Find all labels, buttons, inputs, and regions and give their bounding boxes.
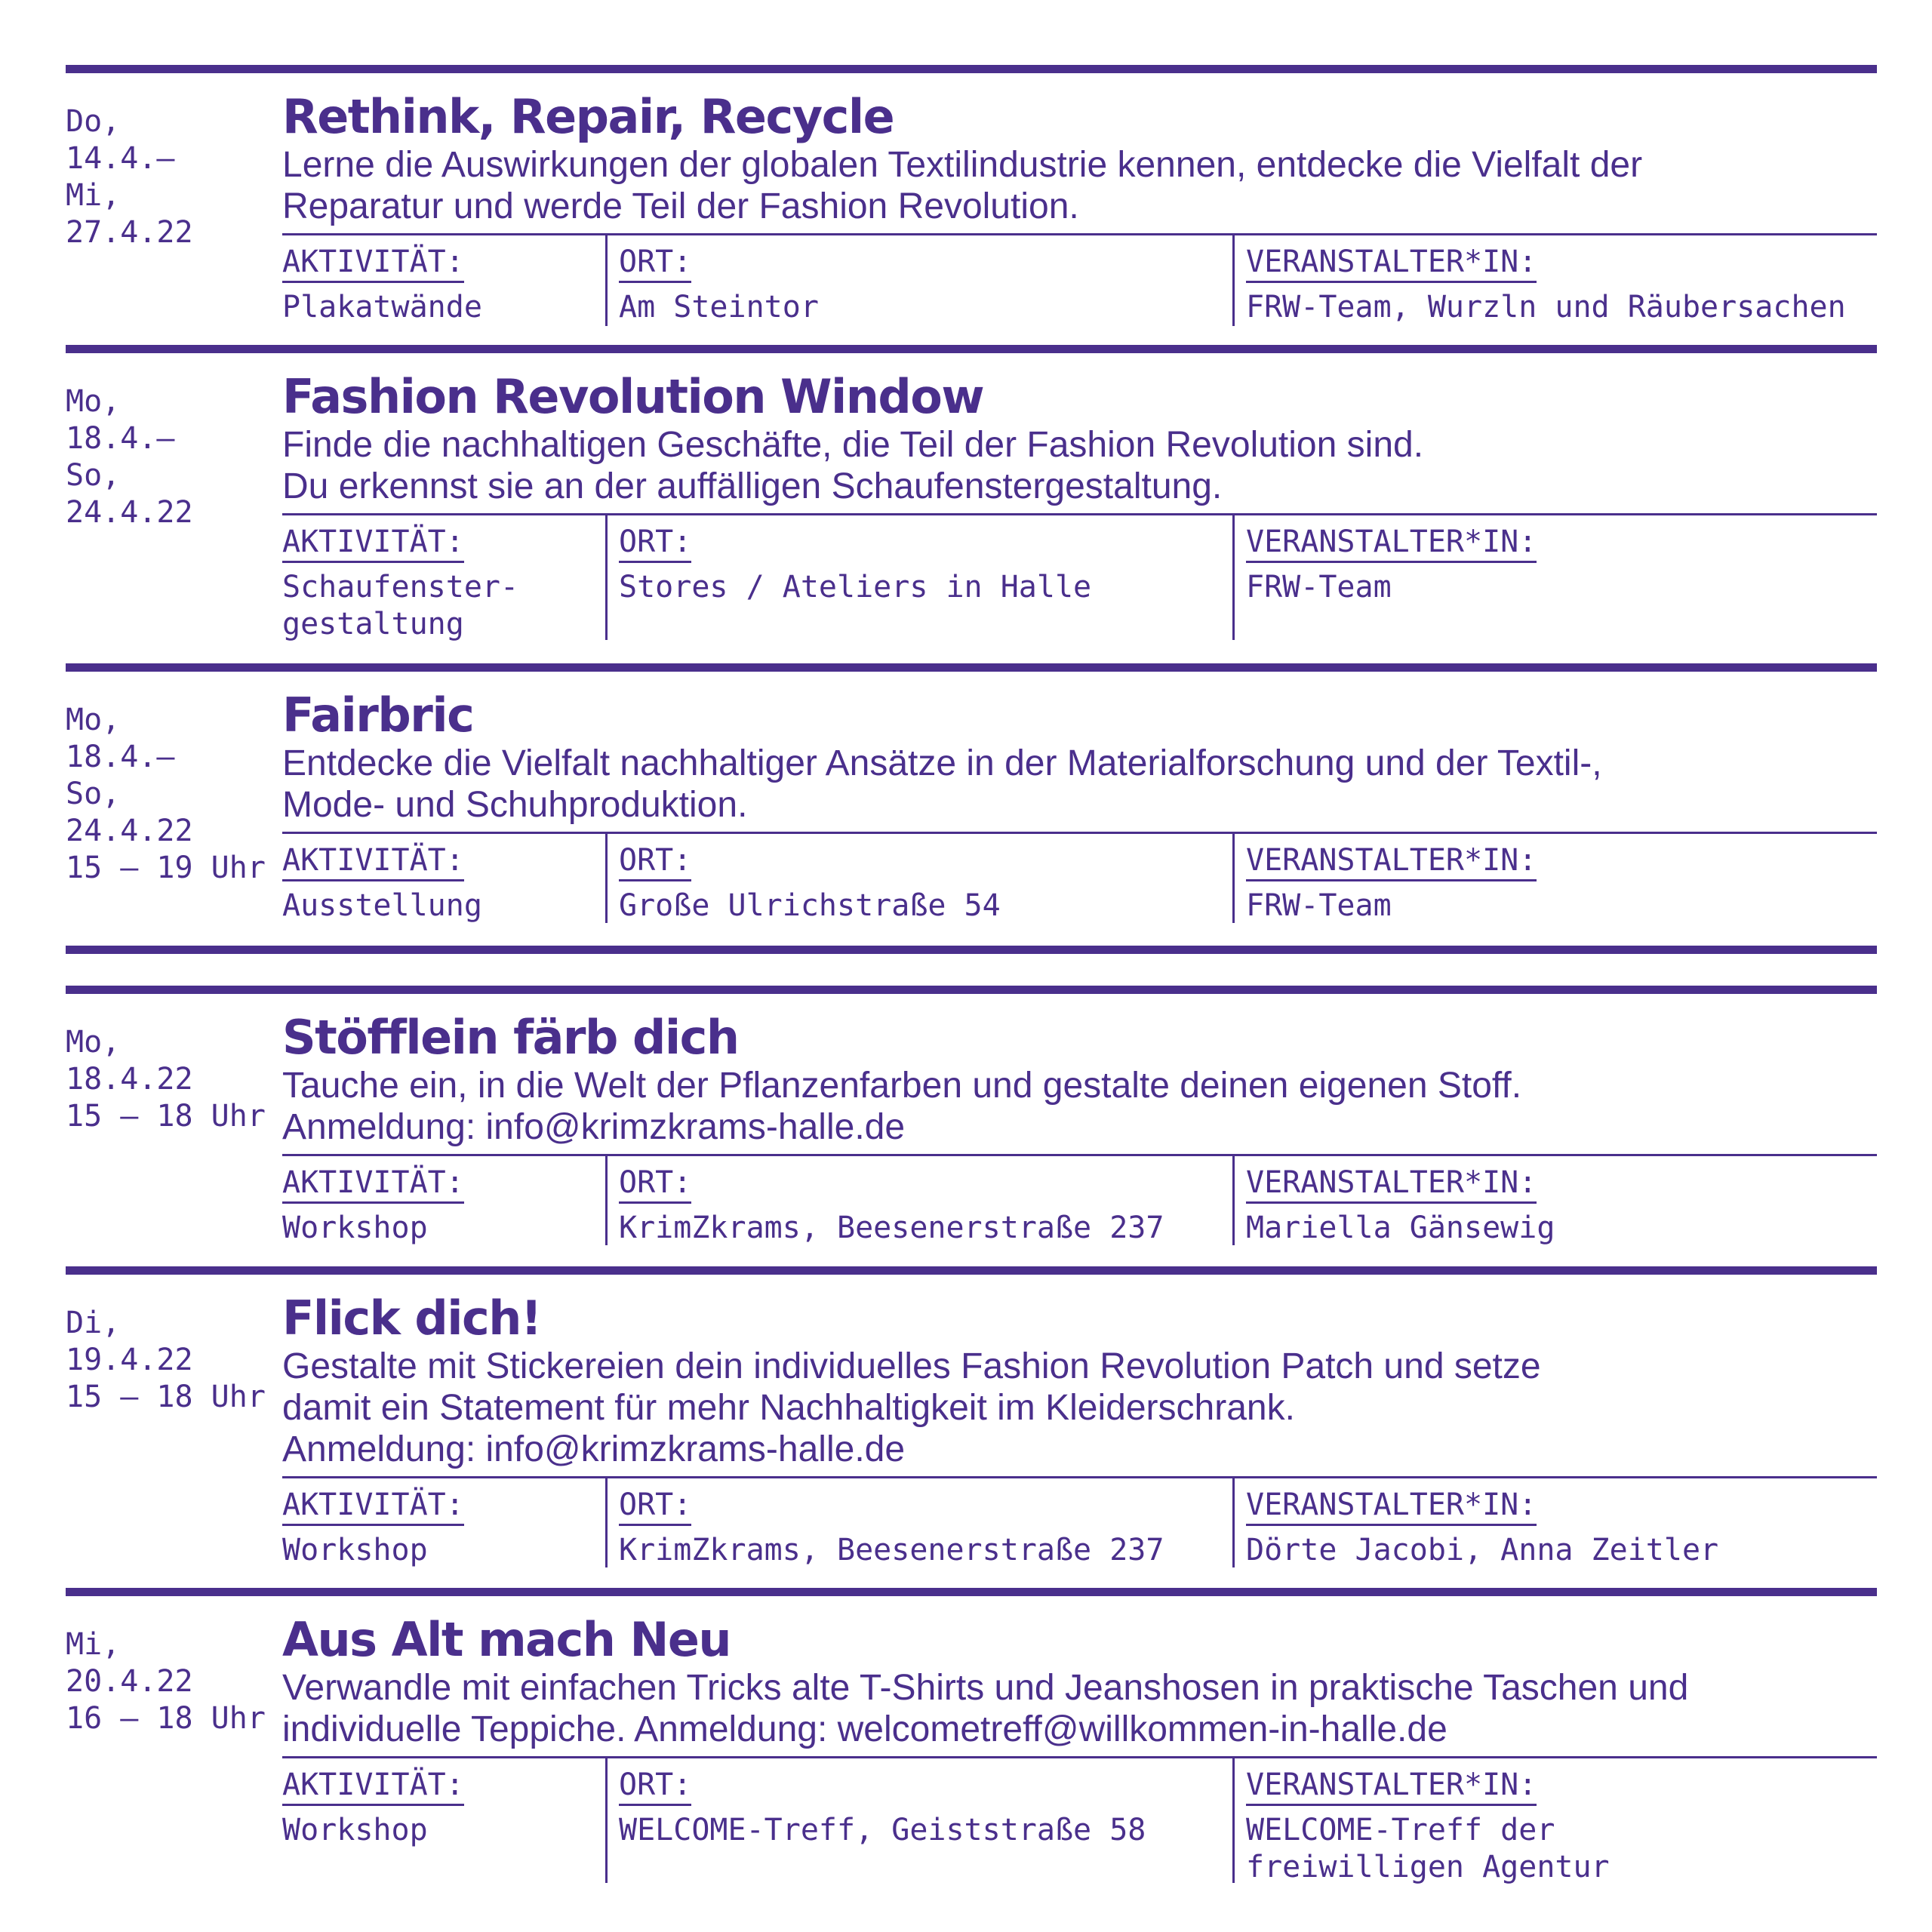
organizer-value: FRW-Team, Wurzln und Räubersachen	[1246, 290, 1846, 325]
event-description: Entdecke die Vielfalt nachhaltiger Ansätze in der Materialforschung und der Textil-, Mode- und Schuhproduktion.	[282, 743, 1602, 825]
activity-value: Schaufenster- gestaltung	[282, 570, 519, 641]
organizer-label: VERANSTALTER*IN:	[1246, 245, 1537, 283]
event-description: Verwandle mit einfachen Tricks alte T-Shirts und Jeanshosen in praktische Taschen und individuelle Teppiche. Anmeldung: welcometreff@willkommen-in-halle.de	[282, 1668, 1689, 1749]
activity-value: Workshop	[282, 1211, 428, 1245]
activity-column	[282, 235, 607, 326]
organizer-value: FRW-Team	[1246, 570, 1392, 605]
event-description: Gestalte mit Stickereien dein individuelles Fashion Revolution Patch und setze damit ein Statement für mehr Nachhaltigkeit im Kleiderschrank. Anmeldung: info@krimzkrams-halle.de	[282, 1346, 1541, 1469]
event-meta	[282, 513, 1877, 640]
divider-rule	[66, 1588, 1877, 1596]
organizer-label: VERANSTALTER*IN:	[1246, 1487, 1537, 1526]
event-title: Stöfflein färb dich	[282, 1010, 739, 1065]
event-title: Aus Alt mach Neu	[282, 1612, 731, 1667]
location-value: KrimZkrams, Beesenerstraße 237	[619, 1211, 1164, 1245]
organizer-value: FRW-Team	[1246, 888, 1392, 923]
location-value: KrimZkrams, Beesenerstraße 237	[619, 1533, 1164, 1567]
event-date: Mo, 18.4.22 15 – 18 Uhr	[66, 1025, 266, 1134]
organizer-value: Mariella Gänsewig	[1246, 1211, 1555, 1245]
location-value: WELCOME-Treff, Geiststraße 58	[619, 1813, 1146, 1847]
activity-value: Plakatwände	[282, 290, 482, 325]
event-description: Lerne die Auswirkungen der globalen Textilindustrie kennen, entdecke die Vielfalt der Reparatur und werde Teil der Fashion Revolution.	[282, 145, 1643, 226]
event-content	[282, 73, 1877, 326]
event-title: Fashion Revolution Window	[282, 369, 984, 424]
organizer-value: Dörte Jacobi, Anna Zeitler	[1246, 1533, 1719, 1567]
event-title: Flick dich!	[282, 1291, 541, 1346]
location-column	[605, 1156, 1245, 1245]
divider-rule	[66, 663, 1877, 672]
activity-column	[282, 1758, 607, 1883]
divider-rule	[66, 65, 1877, 73]
event-title: Rethink, Repair, Recycle	[282, 89, 894, 144]
location-label: ORT:	[619, 1165, 691, 1204]
activity-label: AKTIVITÄT:	[282, 1165, 464, 1204]
location-label: ORT:	[619, 525, 691, 563]
event-content	[282, 1596, 1877, 1883]
organizer-column	[1232, 515, 1890, 640]
location-label: ORT:	[619, 1767, 691, 1806]
event-date: Mo, 18.4.– So, 24.4.22 15 – 19 Uhr	[66, 703, 266, 885]
activity-label: AKTIVITÄT:	[282, 1767, 464, 1806]
organizer-label: VERANSTALTER*IN:	[1246, 1165, 1537, 1204]
location-label: ORT:	[619, 843, 691, 881]
event-content	[282, 672, 1877, 923]
activity-value: Workshop	[282, 1533, 428, 1567]
activity-column	[282, 1478, 607, 1567]
location-column	[605, 1478, 1245, 1567]
event-date: Di, 19.4.22 15 – 18 Uhr	[66, 1306, 266, 1414]
divider-rule	[66, 345, 1877, 353]
location-column	[605, 235, 1245, 326]
event-meta	[282, 1154, 1877, 1245]
divider-rule	[66, 986, 1877, 994]
activity-column	[282, 515, 607, 640]
event-listing	[66, 0, 1877, 1932]
event-description: Tauche ein, in die Welt der Pflanzenfarben und gestalte deinen eigenen Stoff. Anmeldung: info@krimzkrams-halle.de	[282, 1066, 1522, 1147]
organizer-column	[1232, 235, 1890, 326]
location-column	[605, 515, 1245, 640]
event-meta	[282, 233, 1877, 326]
event-meta	[282, 1476, 1877, 1567]
activity-label: AKTIVITÄT:	[282, 245, 464, 283]
location-column	[605, 1758, 1245, 1883]
event-content	[282, 1275, 1877, 1567]
event-date: Mo, 18.4.– So, 24.4.22	[66, 384, 193, 530]
organizer-column	[1232, 1758, 1890, 1883]
activity-value: Workshop	[282, 1813, 428, 1847]
location-label: ORT:	[619, 245, 691, 283]
divider-rule	[66, 1266, 1877, 1275]
activity-value: Ausstellung	[282, 888, 482, 923]
organizer-column	[1232, 1478, 1890, 1567]
divider-rule	[66, 946, 1877, 954]
activity-column	[282, 834, 607, 923]
event-content	[282, 353, 1877, 640]
organizer-label: VERANSTALTER*IN:	[1246, 1767, 1537, 1806]
organizer-value: WELCOME-Treff der freiwilligen Agentur	[1246, 1813, 1610, 1884]
event-description: Finde die nachhaltigen Geschäfte, die Teil der Fashion Revolution sind. Du erkennst sie an der auffälligen Schaufenstergestaltung.	[282, 425, 1424, 506]
event-meta	[282, 1756, 1877, 1883]
activity-label: AKTIVITÄT:	[282, 1487, 464, 1526]
organizer-label: VERANSTALTER*IN:	[1246, 843, 1537, 881]
organizer-column	[1232, 834, 1890, 923]
event-date: Do, 14.4.– Mi, 27.4.22	[66, 104, 193, 250]
organizer-column	[1232, 1156, 1890, 1245]
location-value: Große Ulrichstraße 54	[619, 888, 1001, 923]
location-column	[605, 834, 1245, 923]
event-meta	[282, 832, 1877, 923]
location-value: Am Steintor	[619, 290, 819, 325]
organizer-label: VERANSTALTER*IN:	[1246, 525, 1537, 563]
activity-label: AKTIVITÄT:	[282, 525, 464, 563]
event-date: Mi, 20.4.22 16 – 18 Uhr	[66, 1627, 266, 1736]
location-value: Stores / Ateliers in Halle	[619, 570, 1092, 605]
activity-column	[282, 1156, 607, 1245]
location-label: ORT:	[619, 1487, 691, 1526]
activity-label: AKTIVITÄT:	[282, 843, 464, 881]
event-title: Fairbric	[282, 688, 474, 743]
event-content	[282, 994, 1877, 1245]
